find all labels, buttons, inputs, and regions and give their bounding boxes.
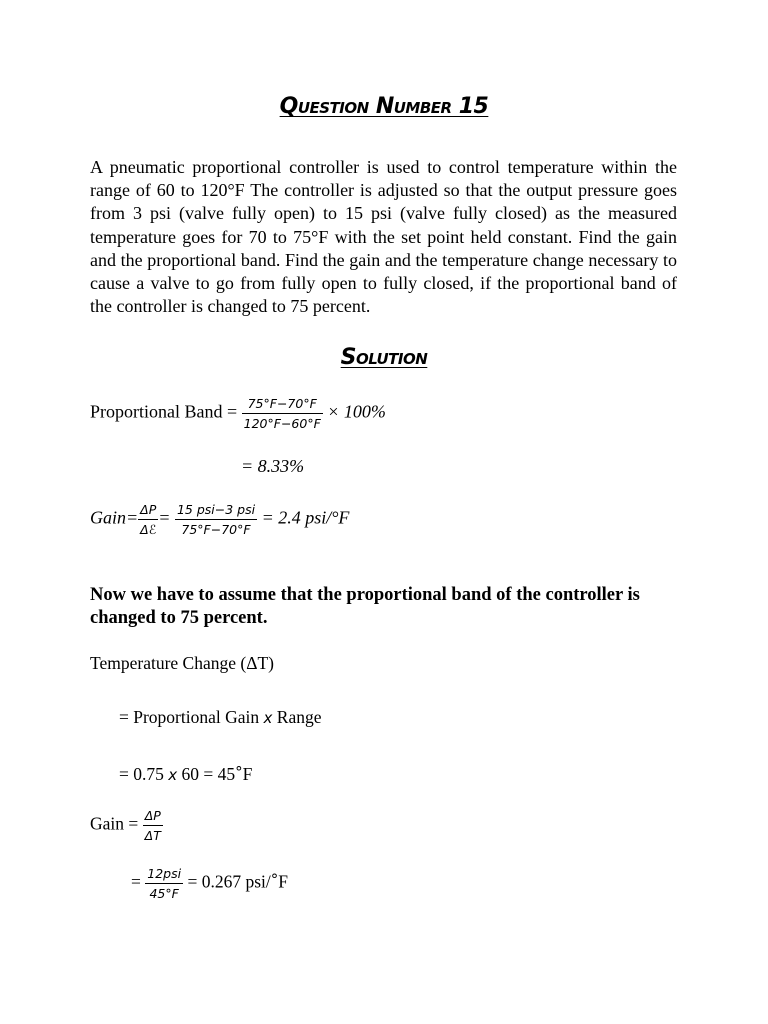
pb-fraction	[242, 396, 323, 431]
gain2-value-den: 45°F	[149, 886, 179, 901]
degree-symbol: °	[235, 763, 243, 781]
temperature-change-label: Temperature Change (ΔT)	[90, 653, 274, 673]
gain2-result-unit: F	[278, 871, 288, 892]
pb-multiplier: × 100%	[327, 401, 386, 422]
temperature-change-step1	[119, 707, 322, 728]
step2-unit: F	[242, 764, 253, 784]
gain-delta-fraction	[138, 502, 158, 537]
gain2-equals: =	[131, 871, 141, 892]
pb-numerator: 75°F−70°F	[242, 396, 323, 414]
gain2-den: ΔT	[144, 828, 161, 843]
assumption-note: Now we have to assume that the proportional band of the controller is changed to 75 percent.	[90, 585, 640, 628]
gain-delta-num: ΔP	[138, 502, 158, 520]
gain-ratio-equation	[90, 808, 163, 843]
step1-text-b: Range	[276, 707, 322, 727]
degree-symbol: °	[270, 870, 279, 889]
gain2-value-fraction	[145, 866, 183, 901]
gain2-num: ΔP	[143, 808, 163, 826]
pb-label: Proportional Band =	[90, 401, 238, 422]
gain-value-num: 15 psi−3 psi	[175, 502, 257, 520]
gain2-value-equation	[131, 866, 288, 901]
gain2-fraction	[143, 808, 163, 843]
gain-delta-den: Δℰ	[140, 522, 157, 537]
gain-value-fraction	[175, 502, 257, 537]
step1-text-a: = Proportional Gain	[119, 707, 260, 727]
gain-equals: =	[158, 507, 171, 528]
solution-title: Solution	[340, 345, 428, 370]
step2-text-b: 60 = 45	[181, 764, 236, 784]
gain2-result-text: = 0.267 psi/	[187, 871, 271, 892]
gain-value-den: 75°F−70°F	[181, 522, 251, 537]
gain2-label: Gain =	[90, 813, 139, 834]
gain-equation	[90, 502, 349, 537]
question-text: A pneumatic proportional controller is used to control temperature within the range of 60 to 120°F The controller is adjusted so that the output pressure goes from 3 psi (valve fully open) to 15 psi (valve fully closed) as the measured temperature goes for 70 to 75°F with the set point held constant. Find the gain and the proportional band. Find the gain and the temperature change necessary to cause a valve to go from fully open to fully closed, if the proportional band of the controller is changed to 75 percent.	[90, 157, 677, 317]
multiply-sign: x	[168, 766, 178, 784]
question-title: Question Number 15	[279, 94, 489, 119]
gain2-value-num: 12psi	[145, 866, 183, 884]
pb-denominator: 120°F−60°F	[243, 416, 321, 431]
temperature-change-step2	[119, 763, 252, 785]
step2-text-a: = 0.75	[119, 764, 164, 784]
gain-label: Gain=	[90, 507, 139, 528]
proportional-band-equation	[90, 396, 386, 431]
pb-result: = 8.33%	[241, 456, 305, 476]
gain-result: = 2.4 psi/°F	[261, 507, 350, 528]
multiply-sign: x	[263, 709, 273, 727]
